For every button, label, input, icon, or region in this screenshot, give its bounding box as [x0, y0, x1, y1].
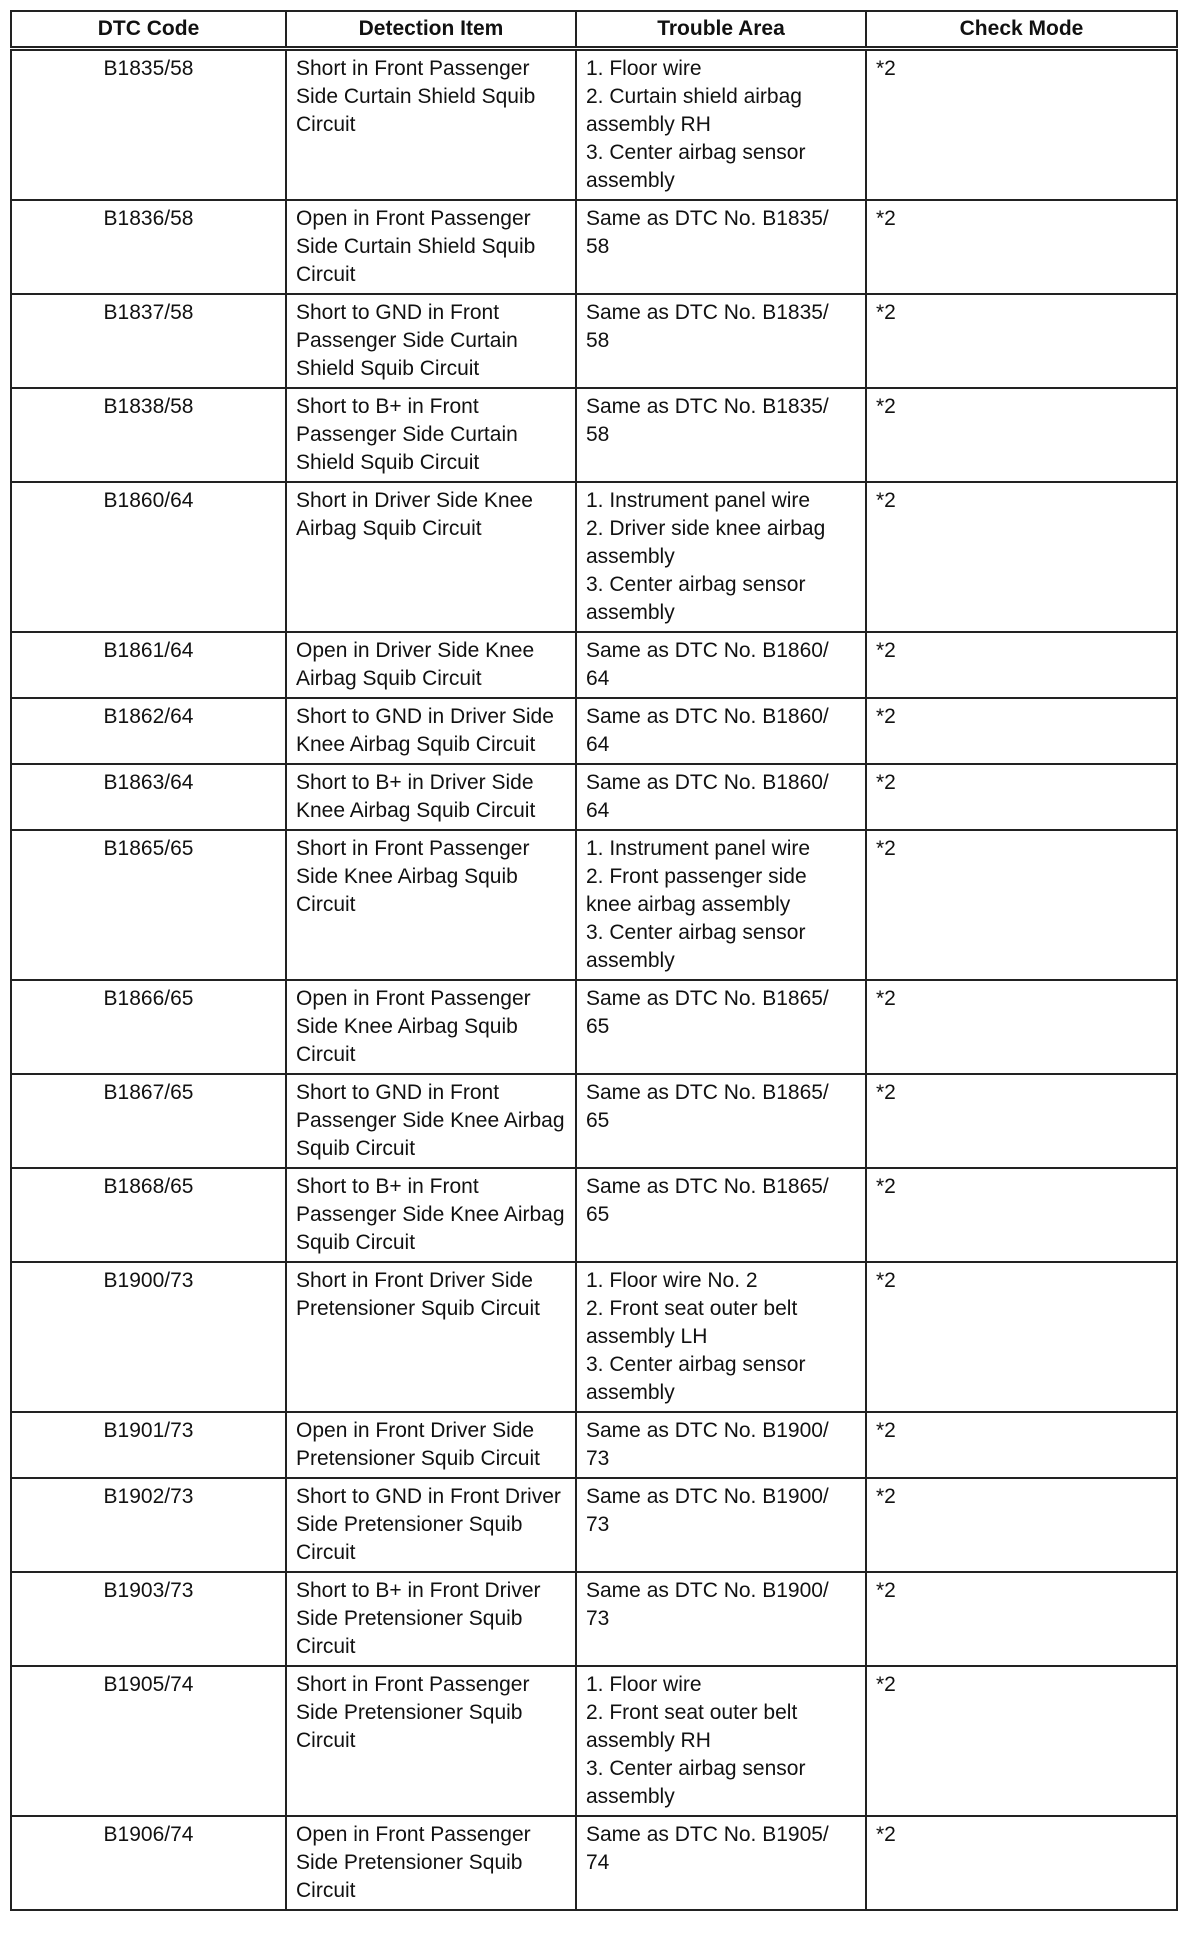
trouble-area-cell: [576, 980, 866, 1074]
table-row: [11, 1412, 1177, 1478]
detection-item-cell: Short to B+ in Front Passenger Side Knee Airbag Squib Circuit: [286, 1168, 576, 1262]
trouble-area-line: Same as DTC No. B1860/ 64: [586, 705, 829, 756]
dtc-code-cell: B1902/73: [11, 1478, 286, 1572]
table-row: [11, 698, 1177, 764]
trouble-area-line: 3. Center airbag sensor assembly: [586, 1757, 806, 1808]
trouble-area-line: 2. Front seat outer belt assembly RH: [586, 1701, 798, 1752]
table-row: [11, 388, 1177, 482]
trouble-area-line: 1. Instrument panel wire: [586, 489, 811, 512]
detection-item-cell: Short in Front Passenger Side Curtain Shield Squib Circuit: [286, 49, 576, 201]
detection-item-cell: Short in Front Passenger Side Knee Airbag Squib Circuit: [286, 830, 576, 980]
detection-item-cell: Short to GND in Driver Side Knee Airbag Squib Circuit: [286, 698, 576, 764]
trouble-area-line: Same as DTC No. B1835/ 58: [586, 207, 829, 258]
dtc-code-cell: B1862/64: [11, 698, 286, 764]
dtc-table-container: [10, 10, 1178, 1911]
trouble-area-line: Same as DTC No. B1865/ 65: [586, 987, 829, 1038]
trouble-area-cell: [576, 1412, 866, 1478]
trouble-area-cell: [576, 1816, 866, 1910]
table-row: [11, 1074, 1177, 1168]
check-mode-cell: *2: [866, 49, 1177, 201]
header-trouble-area: Trouble Area: [576, 11, 866, 49]
trouble-area-cell: [576, 764, 866, 830]
table-row: [11, 200, 1177, 294]
trouble-area-cell: [576, 1666, 866, 1816]
dtc-code-cell: B1868/65: [11, 1168, 286, 1262]
header-row: [11, 11, 1177, 49]
check-mode-cell: *2: [866, 200, 1177, 294]
trouble-area-line: Same as DTC No. B1865/ 65: [586, 1175, 829, 1226]
trouble-area-line: 1. Instrument panel wire: [586, 837, 811, 860]
detection-item-cell: Open in Front Driver Side Pretensioner Squib Circuit: [286, 1412, 576, 1478]
trouble-area-cell: [576, 294, 866, 388]
trouble-area-line: 1. Floor wire: [586, 1673, 702, 1696]
check-mode-cell: *2: [866, 1262, 1177, 1412]
trouble-area-line: Same as DTC No. B1865/ 65: [586, 1081, 829, 1132]
trouble-area-line: 3. Center airbag sensor assembly: [586, 1353, 806, 1404]
table-row: [11, 1816, 1177, 1910]
trouble-area-line: Same as DTC No. B1900/ 73: [586, 1485, 829, 1536]
trouble-area-line: 2. Front seat outer belt assembly LH: [586, 1297, 798, 1348]
check-mode-cell: *2: [866, 1412, 1177, 1478]
trouble-area-cell: [576, 1262, 866, 1412]
trouble-area-cell: [576, 1572, 866, 1666]
detection-item-cell: Short to GND in Front Passenger Side Knee Airbag Squib Circuit: [286, 1074, 576, 1168]
trouble-area-line: Same as DTC No. B1835/ 58: [586, 301, 829, 352]
header-check-mode: Check Mode: [866, 11, 1177, 49]
table-row: [11, 830, 1177, 980]
dtc-code-cell: B1863/64: [11, 764, 286, 830]
table-row: [11, 1168, 1177, 1262]
check-mode-cell: *2: [866, 830, 1177, 980]
trouble-area-line: Same as DTC No. B1860/ 64: [586, 771, 829, 822]
trouble-area-cell: [576, 49, 866, 201]
table-row: [11, 482, 1177, 632]
dtc-code-cell: B1905/74: [11, 1666, 286, 1816]
dtc-code-cell: B1867/65: [11, 1074, 286, 1168]
table-row: [11, 294, 1177, 388]
dtc-table: [10, 10, 1178, 1911]
trouble-area-line: Same as DTC No. B1835/ 58: [586, 395, 829, 446]
trouble-area-cell: [576, 632, 866, 698]
check-mode-cell: *2: [866, 388, 1177, 482]
dtc-code-cell: B1860/64: [11, 482, 286, 632]
check-mode-cell: *2: [866, 1572, 1177, 1666]
detection-item-cell: Short to B+ in Front Passenger Side Curtain Shield Squib Circuit: [286, 388, 576, 482]
trouble-area-cell: [576, 388, 866, 482]
trouble-area-line: 2. Curtain shield airbag assembly RH: [586, 85, 802, 136]
trouble-area-cell: [576, 698, 866, 764]
dtc-code-cell: B1903/73: [11, 1572, 286, 1666]
check-mode-cell: *2: [866, 980, 1177, 1074]
detection-item-cell: Open in Driver Side Knee Airbag Squib Circuit: [286, 632, 576, 698]
detection-item-cell: Short to B+ in Driver Side Knee Airbag Squib Circuit: [286, 764, 576, 830]
detection-item-cell: Short in Front Driver Side Pretensioner Squib Circuit: [286, 1262, 576, 1412]
check-mode-cell: *2: [866, 294, 1177, 388]
header-dtc-code: DTC Code: [11, 11, 286, 49]
trouble-area-line: 2. Driver side knee airbag assembly: [586, 517, 826, 568]
table-row: [11, 1666, 1177, 1816]
dtc-code-cell: B1900/73: [11, 1262, 286, 1412]
check-mode-cell: *2: [866, 1168, 1177, 1262]
trouble-area-cell: [576, 1168, 866, 1262]
trouble-area-line: 3. Center airbag sensor assembly: [586, 141, 806, 192]
dtc-code-cell: B1836/58: [11, 200, 286, 294]
table-row: [11, 1572, 1177, 1666]
dtc-code-cell: B1901/73: [11, 1412, 286, 1478]
detection-item-cell: Short to GND in Front Driver Side Pretensioner Squib Circuit: [286, 1478, 576, 1572]
dtc-code-cell: B1865/65: [11, 830, 286, 980]
check-mode-cell: *2: [866, 632, 1177, 698]
detection-item-cell: Open in Front Passenger Side Pretensioner Squib Circuit: [286, 1816, 576, 1910]
table-row: [11, 632, 1177, 698]
check-mode-cell: *2: [866, 482, 1177, 632]
trouble-area-cell: [576, 1074, 866, 1168]
trouble-area-cell: [576, 482, 866, 632]
trouble-area-line: 3. Center airbag sensor assembly: [586, 573, 806, 624]
trouble-area-cell: [576, 1478, 866, 1572]
check-mode-cell: *2: [866, 1074, 1177, 1168]
trouble-area-cell: [576, 200, 866, 294]
header-detection-item: Detection Item: [286, 11, 576, 49]
dtc-code-cell: B1861/64: [11, 632, 286, 698]
detection-item-cell: Short to B+ in Front Driver Side Pretensioner Squib Circuit: [286, 1572, 576, 1666]
table-row: [11, 764, 1177, 830]
check-mode-cell: *2: [866, 1816, 1177, 1910]
dtc-code-cell: B1837/58: [11, 294, 286, 388]
dtc-code-cell: B1866/65: [11, 980, 286, 1074]
check-mode-cell: *2: [866, 764, 1177, 830]
detection-item-cell: Short to GND in Front Passenger Side Curtain Shield Squib Circuit: [286, 294, 576, 388]
dtc-code-cell: B1835/58: [11, 49, 286, 201]
check-mode-cell: *2: [866, 1666, 1177, 1816]
trouble-area-line: Same as DTC No. B1860/ 64: [586, 639, 829, 690]
detection-item-cell: Open in Front Passenger Side Knee Airbag Squib Circuit: [286, 980, 576, 1074]
trouble-area-line: Same as DTC No. B1905/ 74: [586, 1823, 829, 1874]
table-row: [11, 1478, 1177, 1572]
table-row: [11, 1262, 1177, 1412]
trouble-area-line: 1. Floor wire No. 2: [586, 1269, 758, 1292]
detection-item-cell: Short in Front Passenger Side Pretensioner Squib Circuit: [286, 1666, 576, 1816]
trouble-area-line: 1. Floor wire: [586, 57, 702, 80]
table-row: [11, 49, 1177, 201]
detection-item-cell: Short in Driver Side Knee Airbag Squib Circuit: [286, 482, 576, 632]
trouble-area-cell: [576, 830, 866, 980]
trouble-area-line: 2. Front passenger side knee airbag assembly: [586, 865, 807, 916]
trouble-area-line: 3. Center airbag sensor assembly: [586, 921, 806, 972]
table-row: [11, 980, 1177, 1074]
detection-item-cell: Open in Front Passenger Side Curtain Shield Squib Circuit: [286, 200, 576, 294]
dtc-code-cell: B1906/74: [11, 1816, 286, 1910]
dtc-table-body: [11, 49, 1177, 1911]
trouble-area-line: Same as DTC No. B1900/ 73: [586, 1579, 829, 1630]
dtc-code-cell: B1838/58: [11, 388, 286, 482]
trouble-area-line: Same as DTC No. B1900/ 73: [586, 1419, 829, 1470]
check-mode-cell: *2: [866, 1478, 1177, 1572]
check-mode-cell: *2: [866, 698, 1177, 764]
